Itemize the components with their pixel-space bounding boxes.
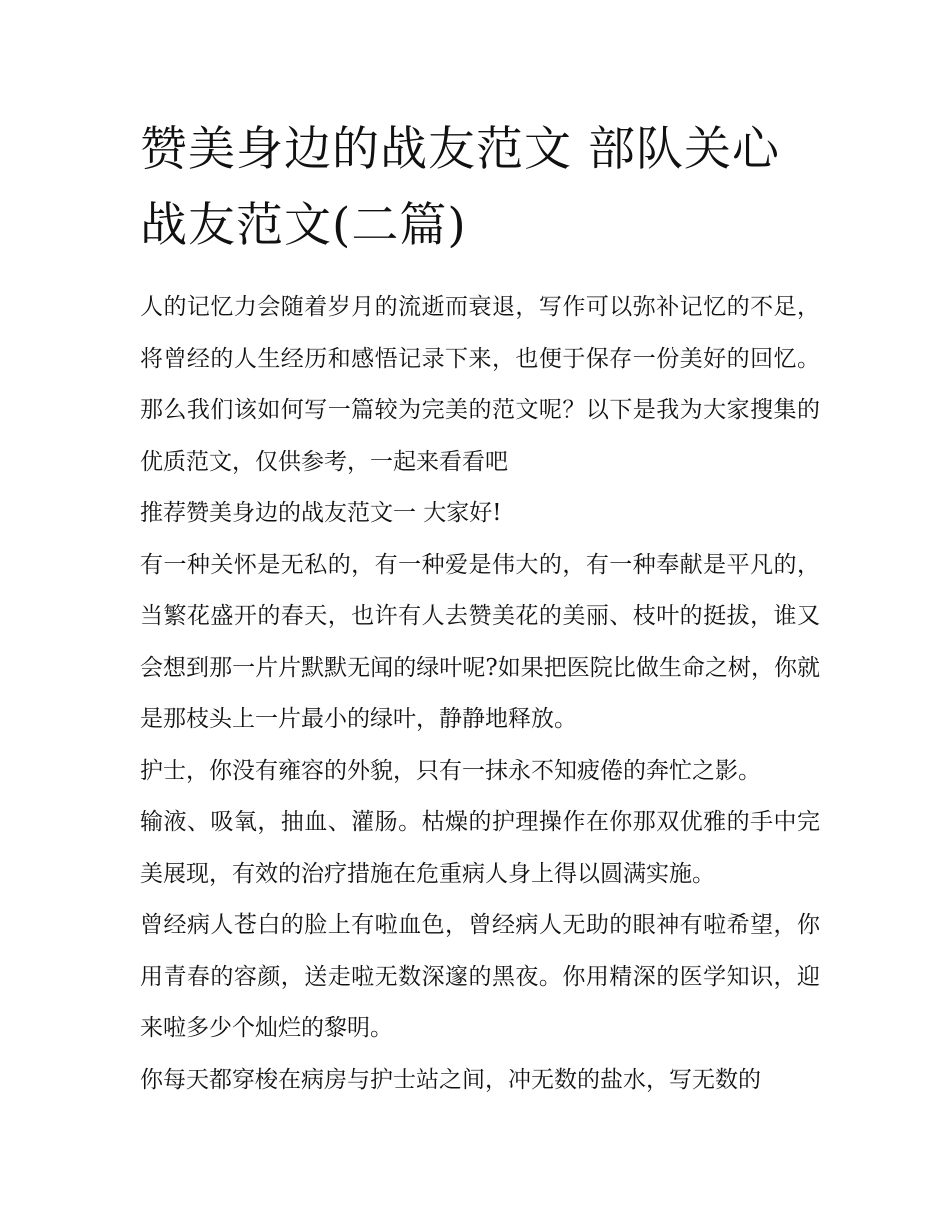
body-paragraph-5: 你每天都穿梭在病房与护士站之间，冲无数的盐水，写无数的 [140, 1066, 761, 1093]
body-paragraph-4: 曾经病人苍白的脸上有啦血色，曾经病人无助的眼神有啦希望，你用青春的容颜，送走啦无数深邃的黑夜。你用精深的医学知识，迎来啦多少个灿烂的黎明。 [140, 912, 820, 1041]
recommend-heading: 推荐赞美身边的战友范文一 大家好! [140, 500, 502, 526]
body-paragraph-2: 护士，你没有雍容的外貌，只有一抹永不知疲倦的奔忙之影。 [140, 757, 761, 784]
body-paragraph-3: 输液、吸氧，抽血、灌肠。枯燥的护理操作在你那双优雅的手中完美展现，有效的治疗措施在危重病人身上得以圆满实施。 [140, 809, 820, 887]
document-page [140, 112, 820, 1106]
document-title: 赞美身边的战友范文 部队关心战友范文(二篇) [140, 122, 780, 253]
intro-paragraph: 人的记忆力会随着岁月的流逝而衰退，写作可以弥补记忆的不足，将曾经的人生经历和感悟记录下来，也便于保存一份美好的回忆。那么我们该如何写一篇较为完美的范文呢？以下是我为大家搜集的优质范文，仅供参考，一起来看看吧 [140, 294, 820, 475]
body-paragraph-1: 有一种关怀是无私的，有一种爱是伟大的，有一种奉献是平凡的，当繁花盛开的春天，也许有人去赞美花的美丽、枝叶的挺拔，谁又会想到那一片片默默无闻的绿叶呢?如果把医院比做生命之树，你就是那枝头上一片最小的绿叶，静静地释放。 [140, 551, 820, 732]
